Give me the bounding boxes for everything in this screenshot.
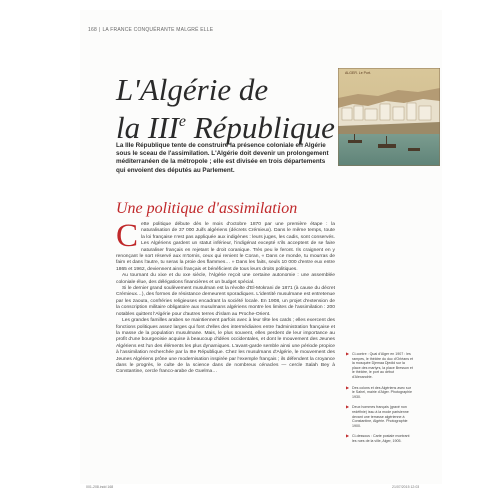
caption-text: Des colons et des Algériens avec sur le Sahel, mairie d'Alger. Photographie 1930. [352, 385, 413, 399]
caption-item [346, 386, 414, 400]
caption-item [346, 352, 414, 380]
lead-paragraph: La IIIe République tente de construire la présence coloniale en Algérie sous le sceau de l'assimilation. L'Algérie doit devenir un prolongement méditerranéen de la métropole ; elle est divisée en trois départements qui envoient des députés au Parlement. [116, 142, 329, 174]
caption-arrow-icon: ▶ [346, 351, 350, 356]
body-text [116, 218, 335, 376]
caption-text: Ci-contre : Quai d'Alger en 1907 : les rampes, le théâtre du duc d'Orléans et la mosquée Djemaa Djedid sur la place des martyrs, la place Bresson et le théâtre, le port au début d'Alexandrie. [352, 352, 414, 379]
page-title [116, 72, 335, 145]
running-head: 168 | LA FRANCE CONQUÉRANTE MALGRÉ ELLE [88, 27, 214, 33]
body-paragraph-3: Si le dernier grand soulèvement musulman est la révolte d'El-Mokrani de 1871 (à cause du décret Crémieux…), des formes de résistance demeurent sporadiques. L'identité musulmane est entretenue par les zaouïa, confréries religieuses encadrant la société locale. En 1908, un projet d'extension de la conscription militaire obligatoire aux musulmans algériens montre les limites de l'assimilation : 200 notables quittent l'Algérie pour d'autres terres d'islam au Proche-Orient. [116, 286, 335, 317]
body-paragraph-2: Au tournant du xixe et du xxe siècle, l'Algérie reçoit une certaine autonomie : une assemblée coloniale élue, des délégations financières et un budget spécial. [116, 273, 335, 285]
title-line-2-end: République [185, 110, 335, 145]
photo-caption-on-image: ALGER. Le Port. [345, 71, 372, 75]
title-line-2 [116, 106, 335, 145]
drop-cap: C [116, 218, 139, 254]
photo-captions [346, 352, 414, 450]
body-paragraph-1 [116, 218, 335, 273]
print-slug-right: 21/07/2015 12:03 [392, 485, 420, 489]
caption-text: Deux hommes français (gravé non redéfinie) issu à la mode parisienne devant une terrasse algérienne à Constantine, Algérie. Photographie 1900. [352, 405, 409, 428]
caption-arrow-icon: ▶ [346, 384, 350, 390]
title-line-2-main: la III [116, 110, 179, 145]
harbor-postcard-photo [338, 68, 440, 166]
body-paragraph-4: Les grandes familles arabes se maintiennent parfois avec à leur tête les caïds ; elles exercent des fonctions politiques assez larges qui font d'elles des intermédiaires entre l'administration française et la masse de la population musulmane. Mais, le plus souvent, elles perdent de leur importance au profit d'une bourgeoisie acquise à beaucoup d'idées occidentales, et dont le mouvement des Jeunes Algériens est l'un des éléments les plus dynamiques. L'avant-garde semble ainsi une période propice à l'assimilation recherchée par la IIIe République. Chez les musulmans d'Algérie, le mouvement des Jeunes Algériens prône une modernisation inspirée par l'exemple français ; ils défendent la croyance dans le progrès, le culte de la science dans de nombreux cénacles — cercle Salah Bey à Constantine, cercle franco-arabe de Guelma… [116, 318, 335, 375]
print-slug-left: 001-208.indd 168 [86, 485, 114, 489]
caption-item [346, 434, 414, 443]
page-number: 168 [88, 27, 97, 33]
caption-arrow-icon: ▶ [346, 404, 350, 410]
title-line-1: L'Algérie de [116, 72, 269, 107]
caption-text: Ci-dessous : Carte postale montrant les rues de la ville, Alger, 1905. [352, 434, 410, 443]
caption-arrow-icon: ▶ [346, 433, 350, 439]
title-superscript: e [178, 113, 186, 130]
section-subtitle: Une politique d'assimilation [116, 200, 298, 217]
caption-item [346, 405, 414, 428]
paragraph-1-text: ette politique débute dès le mois d'octobre 1870 par une première étape : la naturalisation de 37 000 Juifs algériens (décrets Crémieux). Dans le même temps, toute la loi française n'est pas appliquée aux indigènes : leurs juges, les cadis, sont conservés. Les Algériens gardent un statut inférieur, l'indigénat excepté s'ils acceptent de se faire naturaliser français en rejetant le droit coranique. Très peu le feront. Ils craignent en y renonçant le sort réservé aux m'tornis, ceux qui renient le Coran, « Dans ce monde, tu mourras de faim et dans l'autre, tu seras la proie des flammes… » Dans les faits, seuls 10 000 d'entre eux entre 1865 et 1962, deviennent ainsi français et bénéficient de tous leurs droits politiques. [116, 222, 335, 272]
running-head-text: LA FRANCE CONQUÉRANTE MALGRÉ ELLE [102, 27, 214, 33]
